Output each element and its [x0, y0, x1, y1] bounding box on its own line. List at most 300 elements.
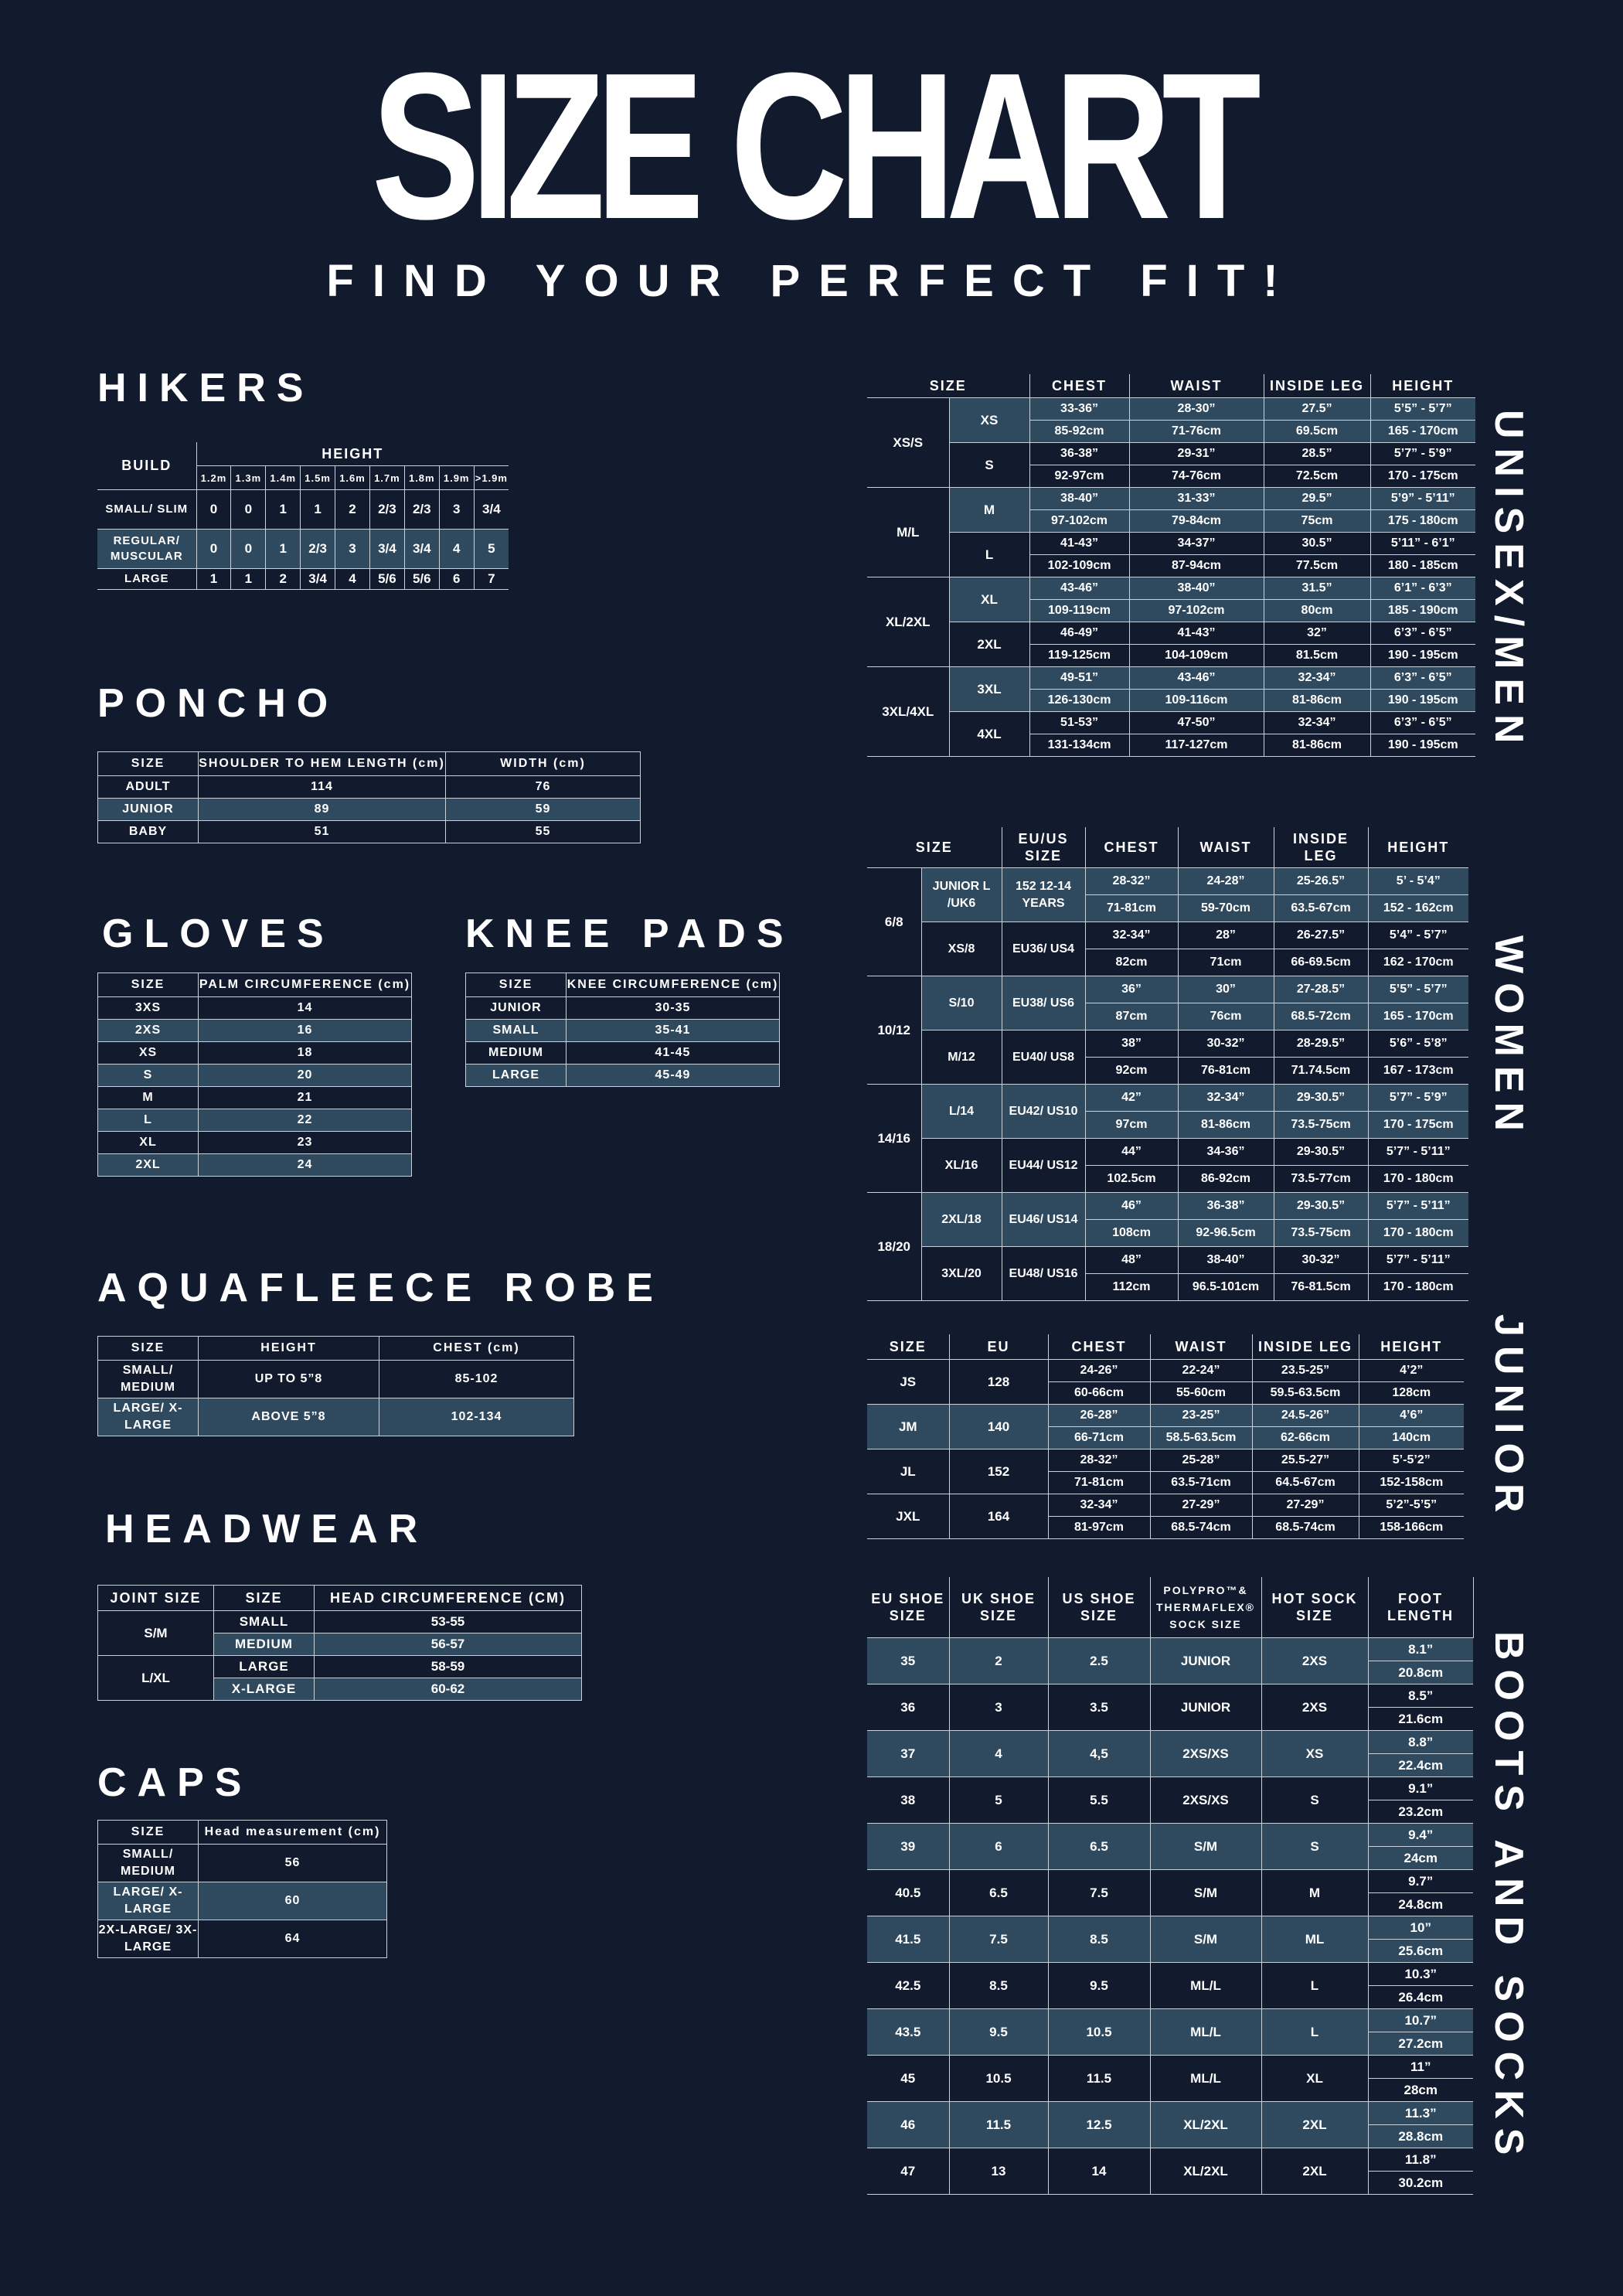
table-row — [98, 799, 641, 821]
table-row — [466, 1065, 780, 1087]
value-cell: 3/4 — [404, 530, 439, 569]
value-cell: 81-86cm — [1264, 734, 1370, 757]
size-cell: L — [949, 533, 1029, 577]
value-cell: 92-96.5cm — [1178, 1220, 1274, 1247]
eu-size-cell: 41.5 — [867, 1916, 949, 1963]
value-cell: 63.5-67cm — [1274, 895, 1368, 922]
value-cell: 36-38” — [1029, 443, 1129, 465]
table-cell: SMALL/ MEDIUM — [98, 1361, 199, 1398]
table-cell: 41-45 — [567, 1042, 780, 1065]
value-cell: 76-81cm — [1178, 1058, 1274, 1085]
value-cell: 140cm — [1359, 1427, 1464, 1449]
table-row — [867, 1449, 1464, 1472]
hot-sock-cell: L — [1261, 2009, 1368, 2056]
value-cell: 3 — [439, 490, 474, 530]
column-header: EU/US SIZE — [1002, 827, 1085, 868]
size-cell: 2XL — [949, 622, 1029, 667]
hot-sock-cell: XL — [1261, 2056, 1368, 2102]
value-cell: 85-92cm — [1029, 421, 1129, 443]
value-cell: 27.5” — [1264, 398, 1370, 421]
value-cell: 24.5-26” — [1252, 1405, 1359, 1427]
uk-size-cell: 11.5 — [949, 2102, 1048, 2148]
foot-length-in-cell: 11.3” — [1368, 2102, 1473, 2125]
value-cell: 28-29.5” — [1274, 1030, 1368, 1058]
build-cell: LARGE — [97, 569, 196, 590]
table-cell: 89 — [199, 799, 446, 821]
hot-sock-cell: 2XS — [1261, 1638, 1368, 1685]
value-cell: 167 - 173cm — [1368, 1058, 1468, 1085]
column-header: HOT SOCK SIZE — [1261, 1577, 1368, 1638]
size-cell: LARGE — [214, 1656, 315, 1678]
eu-cell: 164 — [949, 1494, 1048, 1539]
value-cell: 28.5” — [1264, 443, 1370, 465]
table-cell: 76 — [446, 776, 641, 799]
table-row — [98, 1611, 582, 1633]
value-cell: 5’7” - 5’11” — [1368, 1139, 1468, 1166]
value-cell: 36” — [1085, 976, 1178, 1003]
group-cell: M/L — [867, 488, 949, 577]
table-cell: 21 — [199, 1087, 412, 1109]
value-cell: 81-86cm — [1264, 690, 1370, 712]
eu-cell: 152 — [949, 1449, 1048, 1494]
value-cell: 152 - 162cm — [1368, 895, 1468, 922]
table-cell: 2X-LARGE/ 3X-LARGE — [98, 1920, 199, 1958]
value-cell: 81.5cm — [1264, 645, 1370, 667]
hot-sock-cell: 2XL — [1261, 2102, 1368, 2148]
height-cell: 1.7m — [369, 466, 404, 490]
value-cell: 92-97cm — [1029, 465, 1129, 488]
value-cell: 76-81.5cm — [1274, 1274, 1368, 1301]
size-cell: JL — [867, 1449, 949, 1494]
robe-title: AQUAFLEECE ROBE — [97, 1266, 664, 1310]
table-row — [867, 1824, 1473, 1847]
table-cell: 56 — [199, 1845, 387, 1882]
column-header: HEAD CIRCUMFERENCE (CM) — [315, 1586, 582, 1611]
eu-size-cell: 36 — [867, 1685, 949, 1731]
value-cell: 71-76cm — [1129, 421, 1264, 443]
foot-length-cm-cell: 28cm — [1368, 2079, 1473, 2102]
value-cell: 41-43” — [1029, 533, 1129, 555]
eu-us-cell: EU48/ US16 — [1002, 1247, 1085, 1301]
table-row — [867, 2056, 1473, 2079]
value-cell: 28” — [1178, 922, 1274, 949]
value-cell: 58.5-63.5cm — [1150, 1427, 1252, 1449]
gloves-grid — [97, 973, 412, 1177]
value-cell: 2 — [335, 490, 370, 530]
unisex-grid — [867, 374, 1475, 757]
table-cell: 114 — [199, 776, 446, 799]
column-header: SIZE — [98, 1337, 199, 1361]
value-cell: 5’7” - 5’11” — [1368, 1193, 1468, 1220]
sock-size-cell: S/M — [1150, 1870, 1261, 1916]
women-table — [867, 827, 1468, 1301]
us-size-cell: 6.5 — [1048, 1824, 1150, 1870]
foot-length-cm-cell: 24cm — [1368, 1847, 1473, 1870]
value-cell: 0 — [196, 530, 231, 569]
column-header: EU — [949, 1334, 1048, 1360]
value-cell: 32” — [1264, 622, 1370, 645]
value-cell: 43-46” — [1029, 577, 1129, 600]
table-cell: 85-102 — [379, 1361, 574, 1398]
group-cell: 14/16 — [867, 1085, 921, 1193]
value-cell: 6’3” - 6’5” — [1370, 622, 1475, 645]
size-cell: SMALL — [214, 1611, 315, 1633]
table-row — [97, 569, 509, 590]
value-cell: 42” — [1085, 1085, 1178, 1112]
table-row — [867, 868, 1468, 895]
women-grid — [867, 827, 1468, 1301]
column-header: INSIDE LEG — [1274, 827, 1368, 868]
hot-sock-cell: 2XS — [1261, 1685, 1368, 1731]
eu-size-cell: 40.5 — [867, 1870, 949, 1916]
eu-size-cell: 35 — [867, 1638, 949, 1685]
circumference-cell: 58-59 — [315, 1656, 582, 1678]
eu-us-cell: EU46/ US14 — [1002, 1193, 1085, 1247]
value-cell: 5’5” - 5’7” — [1368, 976, 1468, 1003]
eu-size-cell: 37 — [867, 1731, 949, 1777]
us-size-cell: 12.5 — [1048, 2102, 1150, 2148]
foot-length-in-cell: 8.8” — [1368, 1731, 1473, 1754]
value-cell: 7 — [474, 569, 509, 590]
table-row — [97, 490, 509, 530]
group-cell: 18/20 — [867, 1193, 921, 1301]
us-size-cell: 8.5 — [1048, 1916, 1150, 1963]
eu-us-cell: EU38/ US6 — [1002, 976, 1085, 1030]
table-row — [867, 976, 1468, 1003]
value-cell: 66-71cm — [1048, 1427, 1150, 1449]
table-cell: 45-49 — [567, 1065, 780, 1087]
column-header: CHEST — [1085, 827, 1178, 868]
value-cell: 27-29” — [1150, 1494, 1252, 1517]
header-row — [98, 973, 412, 997]
foot-length-in-cell: 8.5” — [1368, 1685, 1473, 1708]
value-cell: 3/4 — [301, 569, 335, 590]
junior-grid — [867, 1334, 1464, 1539]
foot-length-in-cell: 10.3” — [1368, 1963, 1473, 1986]
us-size-cell: 5.5 — [1048, 1777, 1150, 1824]
value-cell: 76cm — [1178, 1003, 1274, 1030]
column-header: KNEE CIRCUMFERENCE (cm) — [567, 973, 780, 997]
value-cell: 128cm — [1359, 1382, 1464, 1405]
sock-size-cell: JUNIOR — [1150, 1685, 1261, 1731]
eu-us-cell: EU44/ US12 — [1002, 1139, 1085, 1193]
value-cell: 2/3 — [301, 530, 335, 569]
table-row — [867, 2009, 1473, 2032]
table-row — [867, 1247, 1468, 1274]
build-cell: SMALL/ SLIM — [97, 490, 196, 530]
size-cell: 4XL — [949, 712, 1029, 757]
value-cell: 87-94cm — [1129, 555, 1264, 577]
size-cell: JXL — [867, 1494, 949, 1539]
size-cell: JS — [867, 1360, 949, 1405]
value-cell: 5’2”-5’5” — [1359, 1494, 1464, 1517]
value-cell: 102.5cm — [1085, 1166, 1178, 1193]
value-cell: 1 — [301, 490, 335, 530]
value-cell: 109-119cm — [1029, 600, 1129, 622]
value-cell: 64.5-67cm — [1252, 1472, 1359, 1494]
hot-sock-cell: ML — [1261, 1916, 1368, 1963]
headwear-grid — [97, 1585, 582, 1701]
value-cell: 4 — [335, 569, 370, 590]
sock-size-cell: S/M — [1150, 1824, 1261, 1870]
table-cell: 102-134 — [379, 1398, 574, 1436]
column-header: US SHOE SIZE — [1048, 1577, 1150, 1638]
eu-size-cell: 39 — [867, 1824, 949, 1870]
column-header: SIZE — [98, 973, 199, 997]
value-cell: 1 — [266, 530, 301, 569]
table-cell: L — [98, 1109, 199, 1132]
foot-length-cm-cell: 26.4cm — [1368, 1986, 1473, 2009]
value-cell: 71cm — [1178, 949, 1274, 976]
table-cell: LARGE/ X-LARGE — [98, 1882, 199, 1920]
group-cell: XL/2XL — [867, 577, 949, 667]
table-row — [98, 1109, 412, 1132]
us-size-cell: 2.5 — [1048, 1638, 1150, 1685]
value-cell: 77.5cm — [1264, 555, 1370, 577]
uk-size-cell: 6 — [949, 1824, 1048, 1870]
joint-size-cell: S/M — [98, 1611, 214, 1656]
hot-sock-cell: S — [1261, 1777, 1368, 1824]
column-header: CHEST — [1029, 374, 1129, 398]
column-header: HEIGHT — [1370, 374, 1475, 398]
column-header: INSIDE LEG — [1252, 1334, 1359, 1360]
table-row — [867, 2102, 1473, 2125]
size-cell: JM — [867, 1405, 949, 1449]
robe-table — [97, 1336, 574, 1436]
value-cell: 32-34” — [1048, 1494, 1150, 1517]
value-cell: 165 - 170cm — [1368, 1003, 1468, 1030]
table-cell: 20 — [199, 1065, 412, 1087]
column-header: POLYPRO™& THERMAFLEX® SOCK SIZE — [1150, 1577, 1261, 1638]
value-cell: 47-50” — [1129, 712, 1264, 734]
foot-length-cm-cell: 30.2cm — [1368, 2172, 1473, 2195]
table-row — [466, 1042, 780, 1065]
value-cell: 41-43” — [1129, 622, 1264, 645]
poncho-table — [97, 751, 641, 843]
table-cell: 64 — [199, 1920, 387, 1958]
junior-label: JUNIOR — [1486, 1314, 1531, 1522]
value-cell: 190 - 195cm — [1370, 645, 1475, 667]
size-cell: XL/16 — [921, 1139, 1002, 1193]
table-row — [98, 1020, 412, 1042]
value-cell: 30.5” — [1264, 533, 1370, 555]
value-cell: 59.5-63.5cm — [1252, 1382, 1359, 1405]
value-cell: 87cm — [1085, 1003, 1178, 1030]
table-cell: UP TO 5”8 — [199, 1361, 379, 1398]
unisex-label: UNISEX/MEN — [1486, 410, 1531, 753]
value-cell: 25-26.5” — [1274, 868, 1368, 895]
value-cell: 44” — [1085, 1139, 1178, 1166]
table-cell: 35-41 — [567, 1020, 780, 1042]
table-cell: LARGE — [466, 1065, 567, 1087]
table-cell: 14 — [199, 997, 412, 1020]
value-cell: 29-30.5” — [1274, 1085, 1368, 1112]
circumference-cell: 60-62 — [315, 1678, 582, 1701]
table-cell: MEDIUM — [466, 1042, 567, 1065]
value-cell: 80cm — [1264, 600, 1370, 622]
size-cell: M — [949, 488, 1029, 533]
sock-size-cell: ML/L — [1150, 1963, 1261, 2009]
value-cell: 5/6 — [404, 569, 439, 590]
value-cell: 27-29” — [1252, 1494, 1359, 1517]
eu-cell: 128 — [949, 1360, 1048, 1405]
value-cell: 158-166cm — [1359, 1517, 1464, 1539]
table-cell: 23 — [199, 1132, 412, 1154]
value-cell: 29-30.5” — [1274, 1193, 1368, 1220]
size-cell: L/14 — [921, 1085, 1002, 1139]
table-row — [867, 622, 1475, 645]
hot-sock-cell: XS — [1261, 1731, 1368, 1777]
eu-us-cell: EU40/ US8 — [1002, 1030, 1085, 1085]
value-cell: 170 - 175cm — [1368, 1112, 1468, 1139]
column-header: WIDTH (cm) — [446, 752, 641, 776]
table-cell: JUNIOR — [466, 997, 567, 1020]
eu-size-cell: 43.5 — [867, 2009, 949, 2056]
value-cell: 33-36” — [1029, 398, 1129, 421]
hikers-table — [97, 442, 509, 590]
value-cell: 6’3” - 6’5” — [1370, 712, 1475, 734]
boots-grid — [867, 1577, 1474, 2195]
value-cell: 73.5-75cm — [1274, 1112, 1368, 1139]
table-cell: 2XS — [98, 1020, 199, 1042]
hot-sock-cell: 2XL — [1261, 2148, 1368, 2195]
us-size-cell: 14 — [1048, 2148, 1150, 2195]
hot-sock-cell: S — [1261, 1824, 1368, 1870]
value-cell: 60-66cm — [1048, 1382, 1150, 1405]
eu-us-cell: EU36/ US4 — [1002, 922, 1085, 976]
value-cell: 131-134cm — [1029, 734, 1129, 757]
height-header: HEIGHT — [196, 442, 509, 466]
value-cell: 59-70cm — [1178, 895, 1274, 922]
table-row — [98, 1656, 582, 1678]
column-header: HEIGHT — [1359, 1334, 1464, 1360]
value-cell: 96.5-101cm — [1178, 1274, 1274, 1301]
table-row — [867, 1963, 1473, 1986]
value-cell: 25-28” — [1150, 1449, 1252, 1472]
caps-title: CAPS — [97, 1760, 253, 1805]
foot-length-in-cell: 11” — [1368, 2056, 1473, 2079]
foot-length-cm-cell: 21.6cm — [1368, 1708, 1473, 1731]
value-cell: 170 - 180cm — [1368, 1166, 1468, 1193]
value-cell: 5’-5’2” — [1359, 1449, 1464, 1472]
value-cell: 190 - 195cm — [1370, 690, 1475, 712]
header-row — [98, 1586, 582, 1611]
table-row — [867, 922, 1468, 949]
value-cell: 30-32” — [1274, 1247, 1368, 1274]
table-row — [867, 1777, 1473, 1800]
eu-size-cell: 46 — [867, 2102, 949, 2148]
column-header: SIZE — [867, 374, 1029, 398]
table-row — [867, 1494, 1464, 1517]
junior-table — [867, 1334, 1464, 1539]
table-cell: XL — [98, 1132, 199, 1154]
hot-sock-cell: M — [1261, 1870, 1368, 1916]
value-cell: 5’7” - 5’9” — [1368, 1085, 1468, 1112]
unisex-table — [867, 374, 1475, 757]
uk-size-cell: 8.5 — [949, 1963, 1048, 2009]
foot-length-cm-cell: 24.8cm — [1368, 1893, 1473, 1916]
uk-size-cell: 6.5 — [949, 1870, 1048, 1916]
value-cell: 72.5cm — [1264, 465, 1370, 488]
table-row — [867, 577, 1475, 600]
foot-length-in-cell: 10” — [1368, 1916, 1473, 1940]
value-cell: 29-30.5” — [1274, 1139, 1368, 1166]
value-cell: 75cm — [1264, 510, 1370, 533]
foot-length-in-cell: 11.8” — [1368, 2148, 1473, 2172]
size-cell: 3XL — [949, 667, 1029, 712]
header-row — [867, 1577, 1473, 1638]
table-row — [867, 443, 1475, 465]
value-cell: 34-37” — [1129, 533, 1264, 555]
value-cell: 1 — [266, 490, 301, 530]
column-header: CHEST (cm) — [379, 1337, 574, 1361]
value-cell: 109-116cm — [1129, 690, 1264, 712]
knee-pads-table — [465, 973, 780, 1087]
table-row — [466, 1020, 780, 1042]
table-cell: ADULT — [98, 776, 199, 799]
value-cell: 32-34” — [1264, 712, 1370, 734]
column-header: JOINT SIZE — [98, 1586, 214, 1611]
value-cell: 69.5cm — [1264, 421, 1370, 443]
value-cell: 0 — [196, 490, 231, 530]
table-cell: SMALL — [466, 1020, 567, 1042]
value-cell: 71.74.5cm — [1274, 1058, 1368, 1085]
foot-length-in-cell: 9.4” — [1368, 1824, 1473, 1847]
value-cell: 5’ - 5’4” — [1368, 868, 1468, 895]
value-cell: 2/3 — [369, 490, 404, 530]
value-cell: 108cm — [1085, 1220, 1178, 1247]
table-row — [98, 1398, 574, 1436]
value-cell: 152-158cm — [1359, 1472, 1464, 1494]
table-row — [867, 398, 1475, 421]
value-cell: 5’9” - 5’11” — [1370, 488, 1475, 510]
table-row — [867, 488, 1475, 510]
table-cell: 3XS — [98, 997, 199, 1020]
value-cell: 79-84cm — [1129, 510, 1264, 533]
value-cell: 4’2” — [1359, 1360, 1464, 1382]
value-cell: 68.5-74cm — [1252, 1517, 1359, 1539]
value-cell: 28-32” — [1048, 1449, 1150, 1472]
table-cell: S — [98, 1065, 199, 1087]
value-cell: 2/3 — [404, 490, 439, 530]
table-row — [867, 1731, 1473, 1754]
value-cell: 36-38” — [1178, 1193, 1274, 1220]
foot-length-cm-cell: 27.2cm — [1368, 2032, 1473, 2056]
value-cell: 30-32” — [1178, 1030, 1274, 1058]
uk-size-cell: 9.5 — [949, 2009, 1048, 2056]
table-cell: ABOVE 5”8 — [199, 1398, 379, 1436]
table-row — [867, 2148, 1473, 2172]
table-row — [98, 1882, 387, 1920]
table-row — [867, 1193, 1468, 1220]
value-cell: 5’7” - 5’9” — [1370, 443, 1475, 465]
table-row — [867, 1638, 1473, 1661]
value-cell: 119-125cm — [1029, 645, 1129, 667]
value-cell: 49-51” — [1029, 667, 1129, 690]
value-cell: 3/4 — [369, 530, 404, 569]
value-cell: 86-92cm — [1178, 1166, 1274, 1193]
value-cell: 5/6 — [369, 569, 404, 590]
table-row — [98, 821, 641, 843]
value-cell: 81-86cm — [1178, 1112, 1274, 1139]
value-cell: 43-46” — [1129, 667, 1264, 690]
value-cell: 5’11” - 6’1” — [1370, 533, 1475, 555]
column-header: SIZE — [98, 1821, 199, 1845]
value-cell: 0 — [231, 530, 266, 569]
uk-size-cell: 2 — [949, 1638, 1048, 1685]
size-cell: 2XL/18 — [921, 1193, 1002, 1247]
value-cell: 38-40” — [1129, 577, 1264, 600]
